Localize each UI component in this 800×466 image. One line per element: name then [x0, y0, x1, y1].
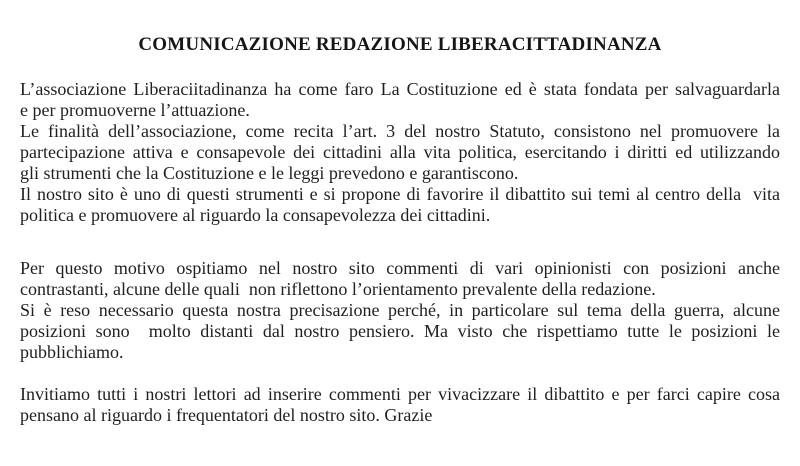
- text-line: Il nostro sito è uno di questi strumenti e si propone di favorire il dibattito sui temi al centro della vita: [20, 184, 780, 204]
- text-line: Le finalità dell’associazione, come recita l’art. 3 del nostro Statuto, consistono nel promuovere la: [20, 121, 780, 141]
- text-line: partecipazione attiva e consapevole dei cittadini alla vita politica, esercitando i diritti ed utilizzando: [20, 142, 780, 162]
- text-line: Invitiamo tutti i nostri lettori ad inserire commenti per vivacizzare il dibattito e per farci capire cosa: [20, 384, 780, 404]
- text-line: politica e promuovere al riguardo la consapevolezza dei cittadini.: [20, 205, 491, 225]
- text-line: Per questo motivo ospitiamo nel nostro sito commenti di vari opinionisti con posizioni anche: [20, 258, 780, 278]
- document-content: [20, 79, 780, 426]
- text-line: e per promuoverne l’attuazione.: [20, 100, 250, 120]
- text-line: contrastanti, alcune delle quali non riflettono l’orientamento prevalente della redazione.: [20, 279, 656, 299]
- text-line: pubblichiamo.: [20, 342, 124, 362]
- text-line: L’associazione Liberaciitadinanza ha come faro La Costituzione ed è stata fondata per salvaguardarla: [20, 79, 780, 99]
- text-block: [20, 258, 780, 363]
- document-title: COMUNICAZIONE REDAZIONE LIBERACITTADINANZA: [138, 34, 662, 55]
- text-block: [20, 384, 780, 426]
- text-line: posizioni sono molto distanti dal nostro pensiero. Ma visto che rispettiamo tutte le posizioni le: [20, 321, 780, 341]
- text-block: [20, 79, 780, 226]
- text-line: Si è reso necessario questa nostra precisazione perché, in particolare sul tema della guerra, alcune: [20, 300, 780, 320]
- text-line: gli strumenti che la Costituzione e le leggi prevedono e garantiscono.: [20, 163, 519, 183]
- text-line: pensano al riguardo i frequentatori del nostro sito. Grazie: [20, 405, 433, 425]
